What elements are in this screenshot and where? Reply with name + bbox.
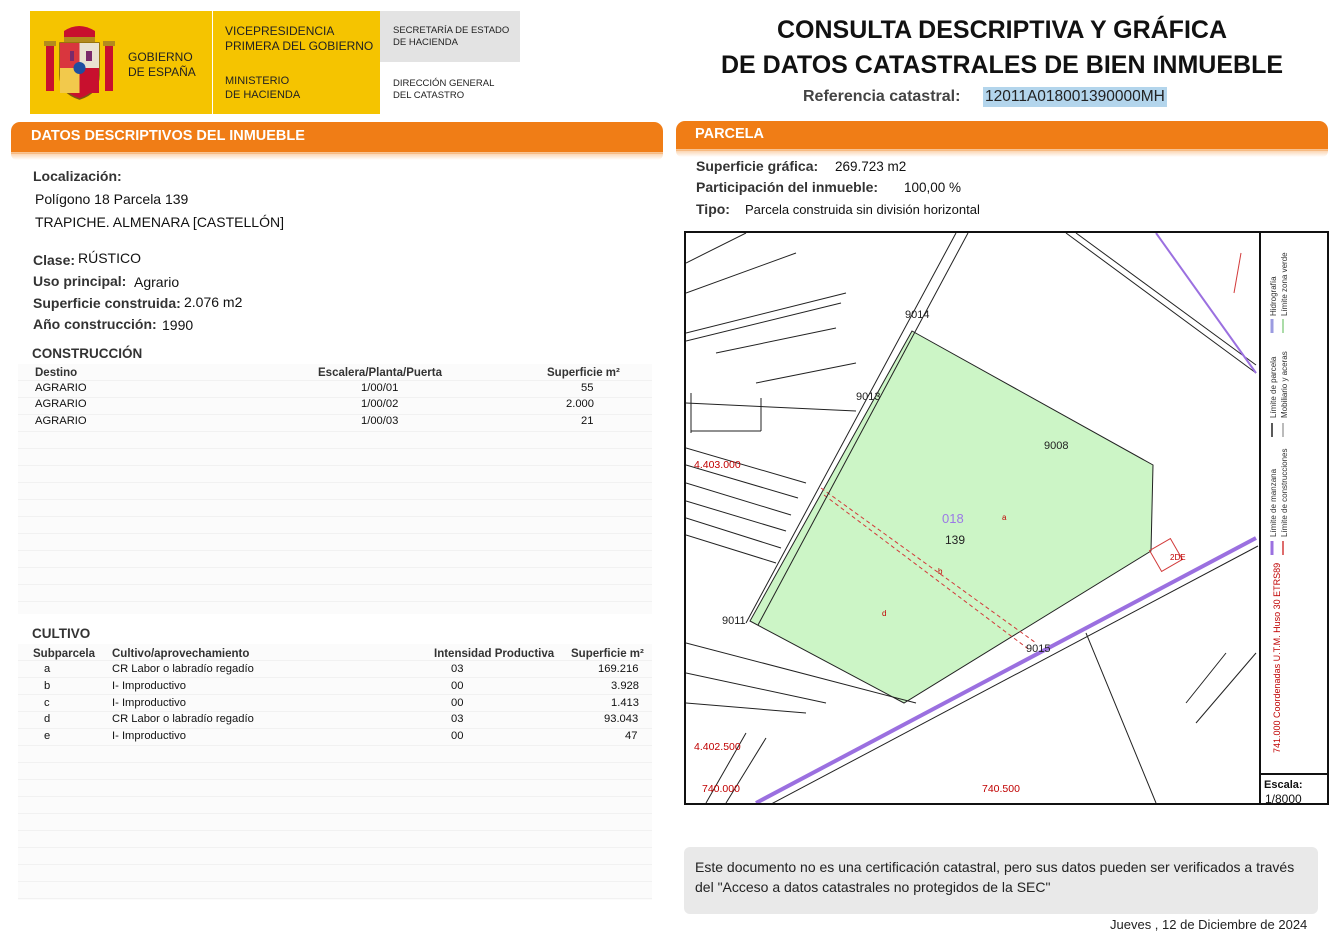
superficie-construida-label: Superficie construida: bbox=[33, 295, 181, 311]
localizacion-line1: Polígono 18 Parcela 139 bbox=[35, 191, 189, 207]
map-label-subparcela-b: b bbox=[938, 567, 943, 576]
cell-superficie: 1.413 bbox=[611, 697, 639, 709]
cell-cultivo: CR Labor o labradío regadío bbox=[112, 713, 254, 725]
tipo-label: Tipo: bbox=[696, 201, 730, 217]
cell-intensidad: 00 bbox=[451, 697, 464, 709]
legend-limite-construcciones: Límite de construcciones bbox=[1280, 448, 1289, 537]
anio-construccion-value: 1990 bbox=[162, 317, 194, 333]
coord-x-right: 740.500 bbox=[982, 783, 1020, 795]
construccion-title: CONSTRUCCIÓN bbox=[32, 346, 143, 361]
coord-y-bottom: 4.402.500 bbox=[694, 741, 741, 753]
cell-superficie: 47 bbox=[625, 730, 638, 742]
construccion-header-escalera: Escalera/Planta/Puerta bbox=[318, 367, 443, 379]
map-label-9011: 9011 bbox=[722, 615, 746, 627]
map-drawing bbox=[686, 233, 1260, 803]
cell-superficie: 21 bbox=[581, 415, 594, 427]
cultivo-title: CULTIVO bbox=[32, 626, 91, 641]
map-label-9013: 9013 bbox=[856, 391, 881, 403]
map-label-construccion: 2DE bbox=[1170, 553, 1186, 562]
datos-descriptivos-title: DATOS DESCRIPTIVOS DEL INMUEBLE bbox=[31, 128, 305, 144]
superficie-grafica-value: 269.723 m2 bbox=[835, 159, 907, 174]
cell-subparcela: c bbox=[44, 697, 50, 709]
secretaria-text: SECRETARÍA DE ESTADO DE HACIENDA bbox=[393, 25, 510, 48]
cell-escalera: 1/00/02 bbox=[361, 398, 399, 410]
map-label-9008: 9008 bbox=[1044, 440, 1069, 452]
map-label-parcela: 139 bbox=[945, 533, 966, 547]
map-label-subparcela-a: a bbox=[1002, 513, 1007, 522]
escala-value: 1/8000 bbox=[1265, 792, 1302, 805]
page-title: CONSULTA DESCRIPTIVA Y GRÁFICA DE DATOS CATASTRALES DE BIEN INMUEBLE bbox=[720, 16, 1284, 79]
tipo-value: Parcela construida sin división horizontal bbox=[745, 202, 980, 217]
legend-mobiliario: Mobiliario y aceras bbox=[1280, 351, 1289, 418]
participacion-value: 100,00 % bbox=[904, 180, 962, 195]
map-label-subparcela-d: d bbox=[882, 609, 887, 618]
parcela-title: PARCELA bbox=[695, 126, 765, 142]
legend-hidrografia: Hidrografía bbox=[1269, 276, 1278, 316]
coat-of-arms-icon bbox=[42, 23, 117, 103]
superficie-grafica-label: Superficie gráfica: bbox=[696, 158, 819, 174]
cell-destino: AGRARIO bbox=[35, 415, 87, 427]
legend-limite-manzana: Límite de manzana bbox=[1269, 468, 1278, 537]
coord-y-top: 4.403.000 bbox=[694, 459, 741, 471]
coord-x-left: 740.000 bbox=[702, 783, 740, 795]
cell-superficie: 93.043 bbox=[604, 713, 639, 725]
map-label-poligono: 018 bbox=[942, 511, 964, 526]
cell-cultivo: I- Improductivo bbox=[112, 697, 186, 709]
cultivo-header-intensidad: Intensidad Productiva bbox=[434, 648, 555, 660]
uso-principal-value: Agrario bbox=[134, 274, 180, 290]
logo-divider bbox=[212, 11, 213, 114]
superficie-construida-value: 2.076 m2 bbox=[184, 294, 243, 310]
construccion-header-destino: Destino bbox=[35, 367, 78, 379]
cell-destino: AGRARIO bbox=[35, 398, 87, 410]
referencia-catastral-label: Referencia catastral: bbox=[803, 88, 961, 105]
construccion-table bbox=[18, 364, 652, 614]
construccion-header-superficie: Superficie m² bbox=[547, 367, 620, 379]
cell-subparcela: b bbox=[44, 680, 51, 692]
cadastral-map[interactable] bbox=[684, 231, 1329, 805]
cell-escalera: 1/00/01 bbox=[361, 382, 399, 394]
cell-superficie: 2.000 bbox=[566, 398, 594, 410]
ministerio-text: MINISTERIO DE HACIENDA bbox=[225, 75, 301, 101]
referencia-catastral-value[interactable]: 12011A018001390000MH bbox=[985, 88, 1165, 105]
uso-principal-label: Uso principal: bbox=[33, 273, 127, 289]
cell-subparcela: d bbox=[44, 713, 51, 725]
cell-cultivo: I- Improductivo bbox=[112, 730, 186, 742]
utm-coordinates-label: 741.000 Coordenadas U.T.M. Huso 30 ETRS89 bbox=[1272, 562, 1282, 753]
cultivo-header-superficie: Superficie m² bbox=[571, 648, 644, 660]
cell-superficie: 169.216 bbox=[598, 663, 639, 675]
cell-intensidad: 03 bbox=[451, 663, 464, 675]
map-label-9014: 9014 bbox=[905, 309, 930, 321]
cell-cultivo: CR Labor o labradío regadío bbox=[112, 663, 254, 675]
government-logo-block bbox=[30, 11, 380, 114]
legend-zona-verde: Límite zona verde bbox=[1280, 252, 1289, 316]
localizacion-label: Localización: bbox=[33, 168, 122, 184]
gobierno-espana-text: GOBIERNO DE ESPAÑA bbox=[128, 50, 196, 79]
clase-value: RÚSTICO bbox=[78, 250, 141, 266]
participacion-label: Participación del inmueble: bbox=[696, 179, 879, 195]
vicepresidencia-text: VICEPRESIDENCIA PRIMERA DEL GOBIERNO bbox=[225, 24, 374, 53]
datos-descriptivos-bar bbox=[11, 122, 663, 154]
legend-limite-parcela: Límite de parcela bbox=[1269, 356, 1278, 418]
escala-label: Escala: bbox=[1264, 779, 1303, 791]
cell-intensidad: 00 bbox=[451, 680, 464, 692]
cell-subparcela: a bbox=[44, 663, 51, 675]
cell-superficie: 3.928 bbox=[611, 680, 639, 692]
disclaimer-notice: Este documento no es una certificación catastral, pero sus datos pueden ser verificados a través del "Acceso a datos catastrales no protegidos de la SEC" bbox=[684, 847, 1318, 914]
anio-construccion-label: Año construcción: bbox=[33, 316, 157, 332]
clase-label: Clase: bbox=[33, 252, 76, 268]
cell-cultivo: I- Improductivo bbox=[112, 680, 186, 692]
map-label-9015: 9015 bbox=[1026, 643, 1051, 655]
localizacion-line2: TRAPICHE. ALMENARA [CASTELLÓN] bbox=[35, 214, 284, 230]
parcela-bar bbox=[676, 121, 1328, 151]
legend-bottom-line bbox=[1259, 773, 1329, 775]
cultivo-header-subparcela: Subparcela bbox=[33, 648, 95, 660]
secretaria-block bbox=[380, 11, 520, 62]
cell-intensidad: 00 bbox=[451, 730, 464, 742]
cell-intensidad: 03 bbox=[451, 713, 464, 725]
cell-superficie: 55 bbox=[581, 382, 594, 394]
cell-destino: AGRARIO bbox=[35, 382, 87, 394]
document-date: Jueves , 12 de Diciembre de 2024 bbox=[1110, 917, 1308, 932]
direccion-general-text: DIRECCIÓN GENERAL DEL CATASTRO bbox=[393, 78, 495, 101]
cell-subparcela: e bbox=[44, 730, 51, 742]
cultivo-header-cultivo: Cultivo/aprovechamiento bbox=[112, 648, 250, 660]
cell-escalera: 1/00/03 bbox=[361, 415, 399, 427]
